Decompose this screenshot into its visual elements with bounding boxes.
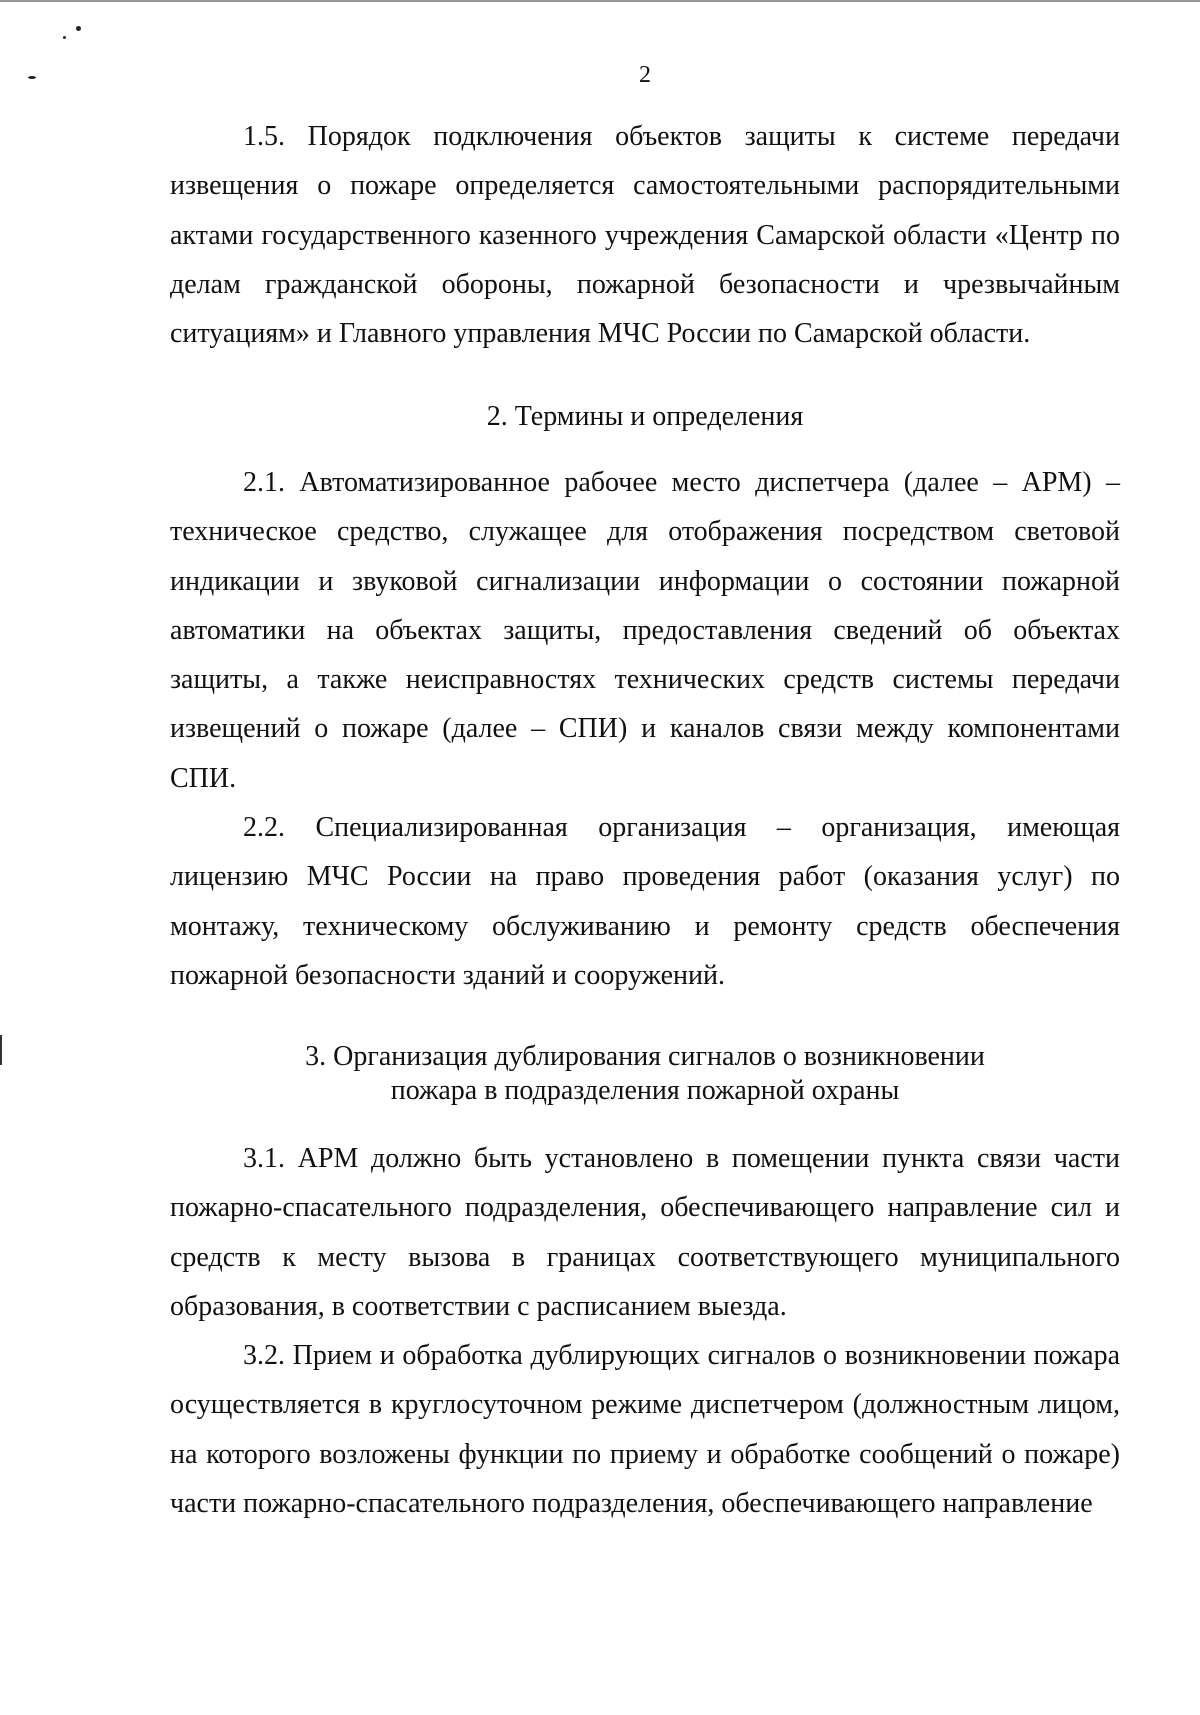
scan-speck [63, 36, 66, 39]
section-3-body [170, 1134, 1120, 1528]
scan-left-edge-mark [0, 1035, 2, 1065]
paragraph-3-1: 3.1. АРМ должно быть установлено в помещении пункта связи части пожарно-спасательного подразделения, обеспечивающего направление сил и средств к месту вызова в границах соответствующего муниципального образования, в соответствии с расписанием выезда. [170, 1143, 1120, 1322]
heading-section-2: 2. Термины и определения [486, 401, 804, 432]
paragraph-3-2: 3.2. Прием и обработка дублирующих сигналов о возникновении пожара осуществляется в круглосуточном режиме диспетчером (должностным лицом, на которого возложены функции по приему и обработке сообщений о пожаре) части пожарно-спасательного подразделения, обеспечивающего направление [170, 1340, 1120, 1520]
paragraph-2-1: 2.1. Автоматизированное рабочее место диспетчера (далее – АРМ) – техническое средство, служащее для отображения посредством световой индикации и звуковой сигнализации информации о состоянии пожарной автоматики на объектах защиты, предоставления сведений об объектах защиты, а также неисправностях технических средств системы передачи извещений о пожаре (далее – СПИ) и каналов связи между компонентами СПИ. [170, 467, 1120, 794]
heading-section-3 [170, 1040, 1120, 1108]
section-1-5 [170, 112, 1120, 358]
scan-speck [76, 26, 81, 31]
section-2-body [170, 458, 1120, 1000]
paragraph-1-5: 1.5. Порядок подключения объектов защиты к системе передачи извещения о пожаре определяется самостоятельными распорядительными актами государственного казенного учреждения Самарской области «Центр по делам гражданской обороны, пожарной безопасности и чрезвычайным ситуациям» и Главного управления МЧС России по Самарской области. [170, 121, 1120, 350]
scan-top-edge [0, 0, 1200, 2]
heading-section-3-line2: пожара в подразделения пожарной охраны [390, 1075, 900, 1106]
heading-section-3-line1: 3. Организация дублирования сигналов о возникновении [305, 1041, 985, 1072]
page-number: 2 [639, 62, 651, 88]
paragraph-2-2: 2.2. Специализированная организация – организация, имеющая лицензию МЧС России на право проведения работ (оказания услуг) по монтажу, техническому обслуживанию и ремонту средств обеспечения пожарной безопасности зданий и сооружений. [170, 812, 1120, 991]
